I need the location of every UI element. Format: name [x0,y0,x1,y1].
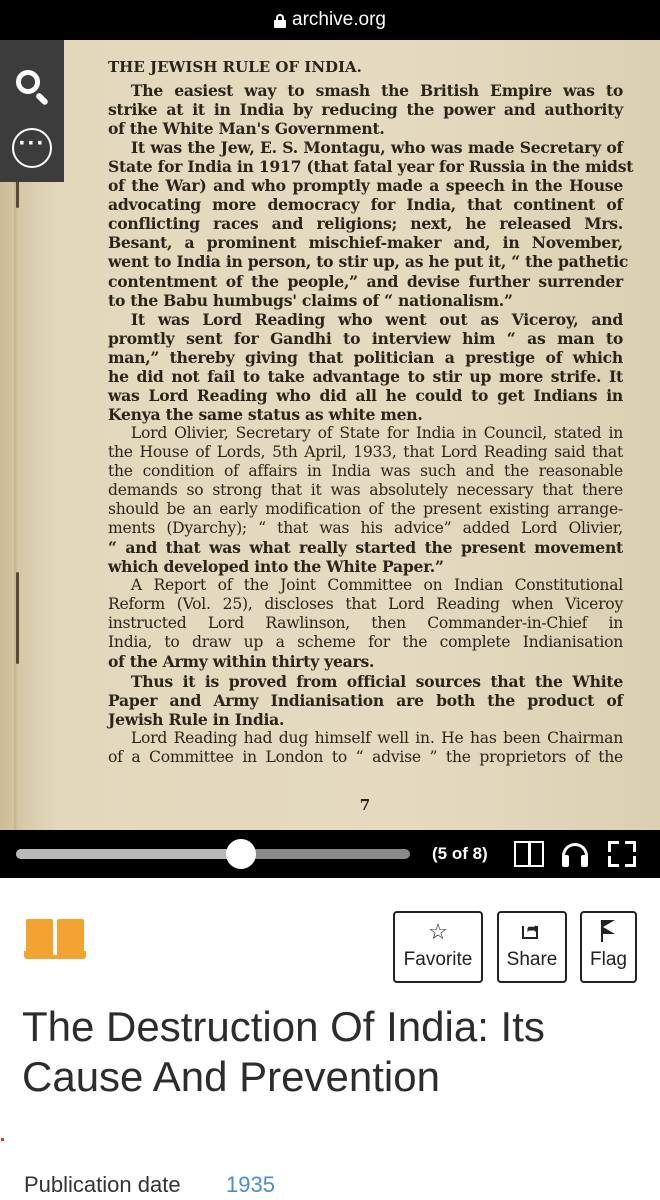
viewer-control-bar [0,830,660,878]
page-text-line: India, to draw up a scheme for the complete Indianisation [108,633,623,652]
page-text-line: man,” thereby giving that politician a prestige of which [108,347,623,367]
favorite-button[interactable] [393,911,483,983]
page-slider[interactable] [16,849,410,859]
page-text-line: It was Lord Reading who went out as Viceroy, and [108,309,623,329]
publication-date-link[interactable]: 1935 [226,1172,275,1197]
item-title: The Destruction Of India: Its Cause And Prevention [22,1003,545,1100]
page-text-line: he did not fail to take advantage to stir up more strife. It [108,366,623,386]
page-text-line: demands so strong that it was absolutely necessary that there [108,481,623,500]
lock-icon [274,14,286,28]
url-text: archive.org [292,9,386,30]
search-icon[interactable] [10,66,54,110]
share-icon: ➦ [499,919,565,945]
page-text-line: promtly sent for Gandhi to interview him “ as man to [108,328,623,348]
page-text-line: should be an early modification of the present existing arrange- [108,500,623,519]
book-viewer[interactable] [0,40,660,830]
page-text-line: of the White Man's Government. [108,119,385,139]
book-icon [24,913,88,963]
favorite-label: Favorite [403,949,473,970]
page-text [108,58,634,767]
share-label: Share [506,949,558,970]
page-heading: THE JEWISH RULE OF INDIA. [108,58,362,76]
page-text-line: the House of Lords, 5th April, 1933, that Lord Reading said that [108,442,623,461]
more-options-icon[interactable]: ··· [10,126,54,170]
page-text-line: which developed into the White Paper.” [108,557,444,577]
flag-icon [582,919,635,945]
page-text-line: was Lord Reading who did all he could to get Indians in [108,385,623,405]
page-text-line: Thus it is proved from official sources that the White [108,671,623,691]
page-text-line: ments (Dyarchy); “ that was his advice” added Lord Olivier, [108,519,623,538]
page-counter: (5 of 8) [432,844,488,863]
share-button[interactable] [497,911,567,983]
page-text-line: A Report of the Joint Committee on Indian Constitutional [108,576,623,595]
page-text-line: the condition of affairs in India was such and the reasonable [108,461,623,480]
page-text-line: Reform (Vol. 25), discloses that Lord Reading when Viceroy [108,595,623,614]
page-text-line: conflicting races and religions; next, he released Mrs. [108,214,623,234]
page-text-line: contentment of the people,” and devise further surrender [108,271,623,291]
headphones-icon[interactable] [560,841,590,869]
viewer-overlay-panel [0,40,64,182]
page-text-line: “ and that was what really started the present movement [108,538,623,558]
url-bar[interactable] [0,0,660,40]
page-slider-fill [16,849,241,859]
page-text-line: of the War) and who promptly made a speech in the House [108,176,623,196]
page-text-line: It was the Jew, E. S. Montagu, who was made Secretary of [108,138,623,158]
two-page-view-icon[interactable] [514,841,544,867]
page-text-line: Jewish Rule in India. [108,709,285,729]
page-text-line: Lord Olivier, Secretary of State for India in Council, stated in [108,423,623,442]
page-text-line: to the Babu humbugs' claims of “ nationalism.” [108,290,513,310]
fullscreen-icon[interactable] [608,841,636,867]
star-icon: ☆ [428,919,448,944]
page-body [108,81,634,767]
page-number: 7 [359,796,371,814]
page-text-line: Besant, a prominent mischief-maker and, in November, [108,233,623,253]
page-text-line: strike at it in India by reducing the power and authority [108,100,623,120]
flag-label: Flag [590,949,627,970]
book-page [0,40,660,830]
page-text-line: Kenya the same status as white men. [108,404,423,424]
page-text-line: Paper and Army Indianisation are both the product of [108,690,623,710]
page-text-line: of a Committee in London to “ advise ” the proprietors of the [108,747,623,766]
page-text-line: instructed Lord Rawlinson, then Commander-in-Chief in [108,614,623,633]
page-text-line: advocating more democracy for India, that continent of [108,195,623,215]
page-text-line: The easiest way to smash the British Empire was to [108,81,623,101]
flag-button[interactable] [580,911,637,983]
page-slider-thumb[interactable] [226,839,256,869]
publication-date-label: Publication date [24,1172,181,1197]
page-text-line: Lord Reading had dug himself well in. He has been Chairman [108,728,623,747]
page-text-line: of the Army within thirty years. [108,652,375,672]
page-text-line: went to India in person, to stir up, as he put it, “ the pathetic [108,252,629,272]
page-text-line: State for India in 1917 (that fatal year for Russia in the midst [108,157,634,177]
binding-stitch [16,572,19,664]
edge-mark [1,1138,4,1141]
